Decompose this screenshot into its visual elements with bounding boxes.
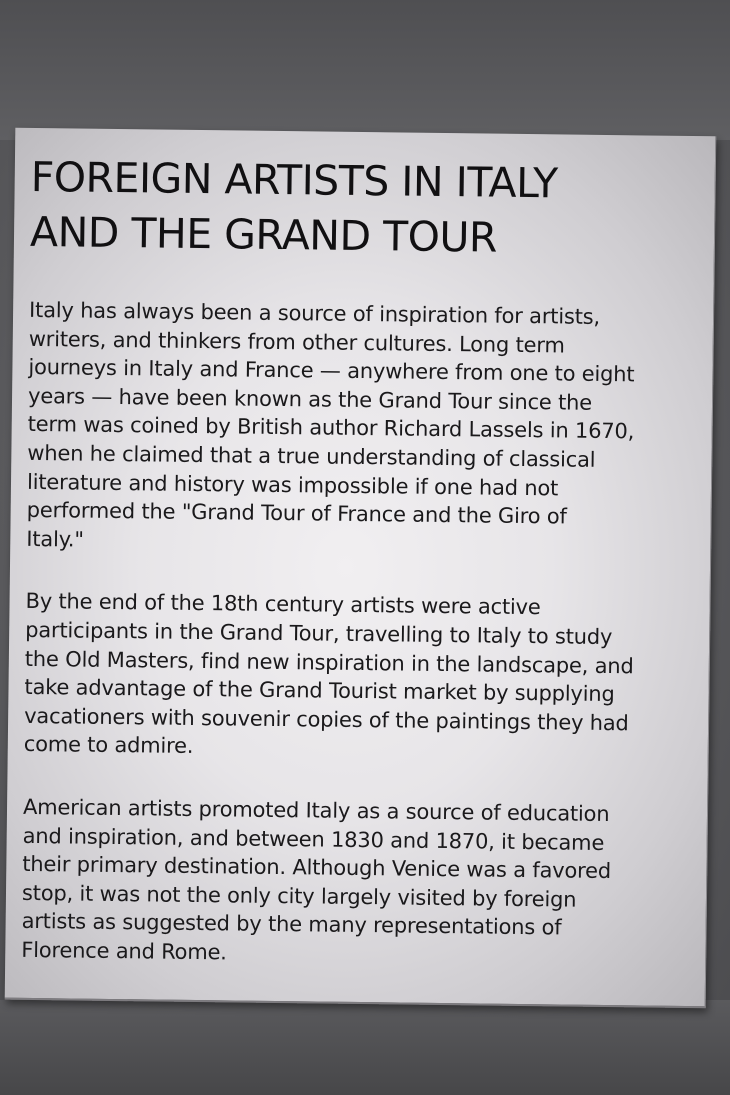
- text-line: the Old Masters, find new inspiration in the landscape, and: [24, 646, 634, 678]
- placard-paragraph: [24, 587, 706, 767]
- placard-title: [30, 150, 701, 268]
- text-line: Florence and Rome.: [21, 937, 227, 965]
- text-line: vacationers with souvenir copies of the paintings they had: [24, 703, 629, 736]
- text-line: participants in the Grand Tour, travelling to Italy to study: [25, 617, 613, 650]
- text-line: literature and history was impossible if one had not: [26, 469, 559, 500]
- placard-title-line: AND THE GRAND TOUR: [29, 207, 498, 262]
- text-line: when he claimed that a true understanding of classical: [27, 440, 596, 472]
- text-line: By the end of the 18th century artists were active: [25, 589, 541, 620]
- museum-placard: [5, 128, 717, 1008]
- text-line: years — have been known as the Grand Tour since the: [27, 383, 593, 415]
- placard-title-line: FOREIGN ARTISTS IN ITALY: [30, 152, 558, 208]
- text-line: come to admire.: [23, 732, 194, 759]
- text-line: their primary destination. Although Venice was a favored: [22, 851, 612, 884]
- placard-body: [21, 296, 710, 1007]
- text-line: term was coined by British author Richard Lassels in 1670,: [27, 412, 635, 444]
- wall-background-top: [0, 0, 730, 140]
- text-line: Italy.": [26, 526, 84, 552]
- text-line: journeys in Italy and France — anywhere from one to eight: [28, 355, 635, 387]
- text-line: Italy has always been a source of inspiration for artists,: [28, 297, 601, 329]
- wall-background-bottom: [0, 1000, 730, 1095]
- text-line: take advantage of the Grand Tourist market by supplying: [24, 675, 615, 707]
- text-line: writers, and thinkers from other cultures. Long term: [28, 326, 565, 358]
- text-line: artists as suggested by the many representations of: [21, 909, 562, 940]
- text-line: performed the "Grand Tour of France and the Giro of: [26, 498, 567, 529]
- text-line: American artists promoted Italy as a source of education: [22, 794, 610, 826]
- text-line: stop, it was not the only city largely visited by foreign: [21, 880, 577, 912]
- placard-paragraph: [26, 296, 709, 562]
- placard-paragraph: [21, 793, 703, 973]
- text-line: and inspiration, and between 1830 and 1870, it became: [22, 823, 605, 855]
